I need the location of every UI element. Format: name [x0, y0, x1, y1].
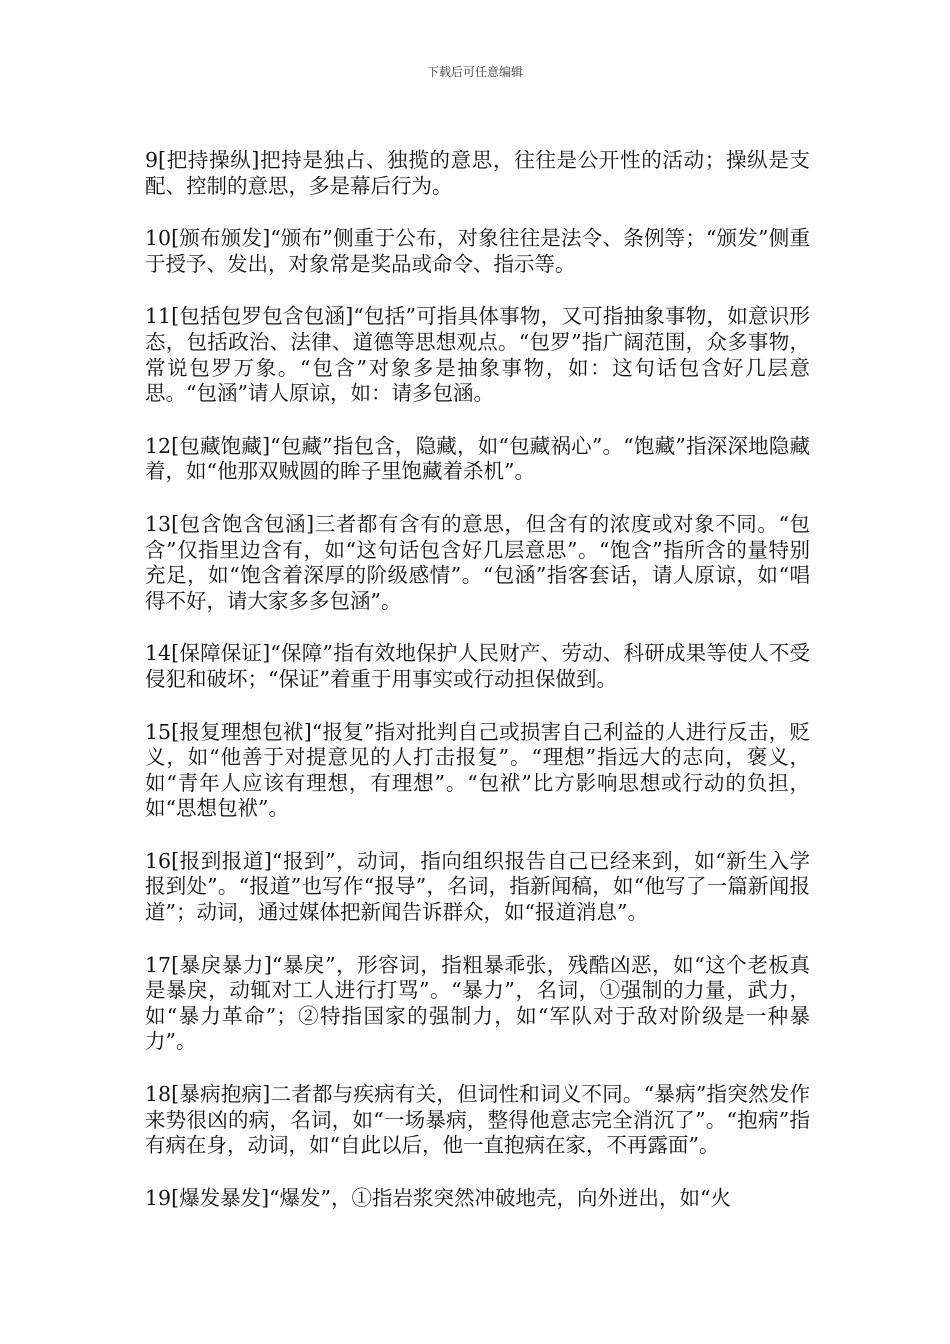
- page-header: 下载后可任意编辑: [426, 65, 523, 79]
- entry-paragraph-11: 11[包括包罗包含包涵]“包括”可指具体事物，又可指抽象事物，如意识形态，包括政治、法律、道德等思想观点。“包罗”指广阔范围，众多事物，常说包罗万象。“包含”对象多是抽象事物，如：这句话包含好几层意思。“包涵”请人原谅，如：请多包涵。: [145, 304, 810, 406]
- entry-paragraph-9: 9[把持操纵]把持是独占、独揽的意思，往往是公开性的活动；操纵是支配、控制的意思，多是幕后行为。: [145, 148, 810, 198]
- entry-paragraph-17: 17[暴戾暴力]“暴戾”，形容词，指粗暴乖张，残酷凶恶，如“这个老板真是暴戾，动辄对工人进行打骂”。“暴力”，名词，①强制的力量，武力，如“暴力革命”；②特指国家的强制力，如“军队对于敌对阶级是一种暴力”。: [145, 952, 810, 1054]
- entry-paragraph-15: 15[报复理想包袱]“报复”指对批判自己或损害自己利益的人进行反击，贬义，如“他善于对提意见的人打击报复”。“理想”指远大的志向，褒义，如“青年人应该有理想，有理想”。“包袱”比方影响思想或行动的负担，如“思想包袱”。: [145, 719, 810, 821]
- document-body: [145, 148, 810, 1238]
- entry-paragraph-10: 10[颁布颁发]“颁布”侧重于公布，对象往往是法令、条例等；“颁发”侧重于授予、发出，对象常是奖品或命令、指示等。: [145, 226, 810, 276]
- entry-paragraph-14: 14[保障保证]“保障”指有效地保护人民财产、劳动、科研成果等使人不受侵犯和破坏；“保证”着重于用事实或行动担保做到。: [145, 641, 810, 691]
- entry-paragraph-16: 16[报到报道]“报到”，动词，指向组织报告自己已经来到，如“新生入学报到处”。“报道”也写作“报导”，名词，指新闻稿，如“他写了一篇新闻报道”；动词，通过媒体把新闻告诉群众，如“报道消息”。: [145, 848, 810, 925]
- entry-paragraph-13: 13[包含饱含包涵]三者都有含有的意思，但含有的浓度或对象不同。“包含”仅指里边含有，如“这句话包含好几层意思”。“饱含”指所含的量特别充足，如“饱含着深厚的阶级感情”。“包涵”指客套话，请人原谅，如“唱得不好，请大家多多包涵”。: [145, 511, 810, 613]
- entry-paragraph-19: 19[爆发暴发]“爆发”，①指岩浆突然冲破地壳，向外迸出，如“火: [145, 1185, 732, 1210]
- entry-paragraph-18: 18[暴病抱病]二者都与疾病有关，但词性和词义不同。“暴病”指突然发作来势很凶的病，名词，如“一场暴病，整得他意志完全消沉了”。“抱病”指有病在身，动词，如“自此以后，他一直抱病在家，不再露面”。: [145, 1082, 810, 1158]
- entry-paragraph-12: 12[包藏饱藏]“包藏”指包含，隐藏，如“包藏祸心”。“饱藏”指深深地隐藏着，如“他那双贼圆的眸子里饱藏着杀机”。: [145, 433, 810, 484]
